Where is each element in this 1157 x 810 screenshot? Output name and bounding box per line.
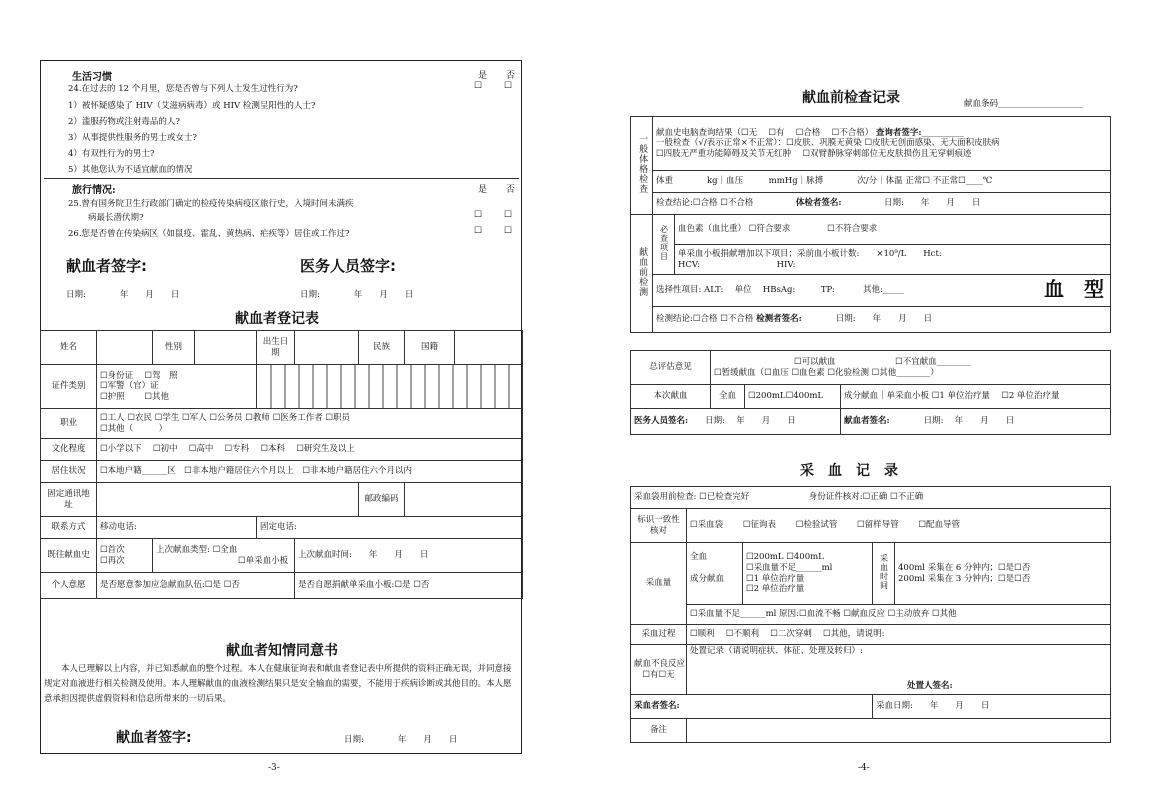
collector-signature[interactable]: 采血者签名:	[631, 695, 873, 719]
repeat-donation-checkbox[interactable]	[100, 556, 108, 566]
postcode-field[interactable]	[405, 483, 523, 517]
volume-types: 全血 成分献血	[687, 543, 743, 605]
mobile-field[interactable]: 移动电话:	[97, 517, 257, 539]
hemoglobin-row: 血色素（血比重） ☐ 符合要求 ☐ 不符合要求	[675, 215, 1111, 245]
history-label: 既往献血史	[41, 539, 97, 573]
collection-time-label: 采血时间	[873, 543, 895, 605]
passport-checkbox[interactable]	[100, 392, 108, 402]
occupation-label: 职业	[41, 409, 97, 439]
travel-no-header: 否	[506, 185, 516, 195]
collection-time-options: 400ml 采集在 6 分钟内；☐ 是☐ 否 200ml 采集在 3 分钟内；☐ 是☐ 否	[895, 543, 1111, 605]
id-card-checkbox[interactable]	[100, 371, 108, 381]
platelet-count-row: 单采血小板捐献增加以下项目；采前血小板计数: ×10⁹/L Hct: HCV: HIV:	[675, 245, 1111, 275]
label-check-options: ☐ 采血袋 ☐ 征询表 ☐ 检验试管 ☐ 留样导管 ☐ 配血导管	[687, 509, 1111, 543]
bag-prep-row: 采血袋用前检查: ☐ 已检查完好 身份证件核对:☐ 正确 ☐ 不正确	[631, 487, 1111, 509]
lifestyle-no-header: 否	[506, 71, 516, 81]
consent-text: 本人已理解以上内容，并已知悉献血的整个过程。本人在健康征询表和献血者登记表中所提供的资料正确无误，并同意接规定对血液进行相关检测及使用。本人理解献血的血液检测结果只是安全输血的需要，不能用于疾病诊断或其他目的。本人愿意承担因提供虚假资料和信息所带来的一切后果。	[44, 664, 512, 704]
lifestyle-item: 3）从事提供性服务的男士或女士?	[68, 133, 197, 143]
landline-field[interactable]: 固定电话:	[257, 517, 523, 539]
consent-date: 日期: 年 月 日	[344, 735, 458, 745]
pre-exam-table	[630, 116, 1111, 333]
license-checkbox[interactable]	[144, 371, 152, 381]
donation-component-options: 成分献血｜单采血小板 ☐ 1 单位治疗量 ☐ 2 单位治疗量	[841, 385, 1111, 409]
vitals-row: 体重 kg｜血压 mmHg｜脉搏 次/分｜体温 正常☐ 不正常☐ ____℃	[653, 171, 1111, 193]
handler-signature-label: 处置人签名:	[907, 681, 953, 692]
ethnicity-label: 民族	[359, 331, 405, 365]
optional-items-row: 选择性项目: ALT: 单位 HBsAg: TP: 其他:_____ 血 型	[653, 275, 1111, 307]
collection-date[interactable]: 采血日期: 年 月 日	[873, 695, 1111, 719]
assessment-table	[630, 350, 1111, 435]
lifestyle-item: 5）其他您认为不适宜献血的情况	[68, 165, 193, 175]
donation-label: 本次献血	[631, 385, 711, 409]
donor-sign-date: 日期: 年 月 日	[66, 290, 180, 300]
right-page-number: -4-	[858, 763, 870, 773]
lifestyle-item: 1）被怀疑感染了 HIV（艾滋病病毒）或 HIV 检测呈阳性的人士?	[68, 101, 316, 111]
collection-title: 采 血 记 录	[800, 463, 898, 479]
name-field[interactable]	[97, 331, 153, 365]
left-page-number: -3-	[268, 763, 280, 773]
volume-options: ☐ 200mL ☐ 400mL ☐ 采血量不足______ml ☐ 1 单位治疗量 ☐ 2 单位治疗量	[743, 543, 873, 605]
handling-record[interactable]: 处置记录（请说明症状、体征、处理及转归）: 处置人签名:	[687, 645, 1111, 695]
last-donation-type: 上次献血类型: ☐ 全血 ☐ 单采血小板	[153, 539, 295, 573]
question-25-cont: 病最长潜伏期?	[88, 213, 144, 223]
address-label: 固定通讯地址	[41, 483, 97, 517]
wish-label: 个人意愿	[41, 573, 97, 599]
general-exam-block: 献血史电脑查询结果（☐ 无 ☐ 有 ☐ 合格 ☐ 不合格） 查询者签字:__________ 一般检查（√/表示正常×不正常）：☐ 皮肤、巩膜无黄染 ☐ 皮肤无创面感染、无大面积皮肤病 ☐ 四肢无严重功能障碍及关节无红肿 ☐ 双臂静脉穿刺部位无皮肤损伤且无穿刺痕迹	[653, 117, 1111, 171]
lifestyle-items	[68, 98, 315, 178]
native-field[interactable]	[455, 331, 523, 365]
first-donation-checkbox[interactable]	[100, 545, 108, 555]
emergency-team-question: 是否愿意参加应急献血队伍:☐ 是 ☐ 否	[97, 573, 295, 599]
donor-signature-row: 献血者签名: 日期: 年 月 日	[841, 409, 1111, 435]
overall-options: ☐ 可以献血 ☐ 不宜献血________ ☐ 暂缓献血（☐ 血压 ☐ 血色素 ☐ 化验检测 ☐ 其他________）	[711, 351, 1111, 385]
travel-heading: 旅行情况:	[72, 185, 116, 196]
travel-yes-header: 是	[478, 185, 488, 195]
id-number-field[interactable]	[257, 365, 523, 409]
remark-label: 备注	[631, 719, 687, 743]
education-options: ☐ 小学以下 ☐ 初中 ☐ 高中 ☐ 专科 ☐ 本科 ☐ 研究生及以上	[97, 439, 523, 461]
general-exam-side-label: 一般体格检查	[631, 117, 653, 215]
volume-label: 采血量	[631, 543, 687, 625]
register-table	[40, 330, 523, 599]
birth-field[interactable]	[295, 331, 359, 365]
consent-title: 献血者知情同意书	[226, 643, 338, 659]
occupation-options: ☐ 工人 ☐ 农民 ☐ 学生 ☐ 军人 ☐ 公务员 ☐ 教师 ☐ 医务工作者 ☐ 职员 ☐ 其他（ ）	[97, 409, 523, 439]
contact-label: 联系方式	[41, 517, 97, 539]
q25-yes-checkbox[interactable]	[474, 210, 482, 220]
gender-field[interactable]	[195, 331, 257, 365]
gender-label: 性别	[153, 331, 195, 365]
process-label: 采血过程	[631, 625, 687, 645]
required-items-label: 必查项目	[653, 215, 675, 275]
insufficient-reason-row: ☐ 采血量不足______ml 原因:☐ 血流不畅 ☐ 献血反应 ☐ 主动放弃 ☐ 其他	[687, 605, 1111, 625]
blood-type-label: 血 型	[1044, 277, 1104, 301]
donation-volume-options: ☐ 200mL☐ 400mL	[745, 385, 841, 409]
overall-label: 总评估意见	[631, 351, 711, 385]
platelet-donation-question: 是否自愿捐献单采血小板:☐ 是 ☐ 否	[295, 573, 523, 599]
pretest-side-label: 献血前检测	[631, 215, 653, 333]
id-type-options: ☐ 身份证 ☐ 驾 照 ☐ 军警（官）证 ☐ 护照 ☐ 其他	[97, 365, 257, 409]
donation-whole: 全血	[711, 385, 745, 409]
process-options: ☐ 顺利 ☐ 不顺利 ☐ 二次穿刺 ☐ 其他，请说明:	[687, 625, 1111, 645]
lifestyle-item: 2）滥服药物或注射毒品的人?	[68, 117, 180, 127]
general-conclusion-row: 检查结论:☐ 合格 ☐ 不合格 体检者签名: 日期: 年 月 日	[653, 193, 1111, 215]
lifestyle-yes-header: 是	[478, 71, 488, 81]
postcode-label: 邮政编码	[359, 483, 405, 517]
lifestyle-section	[44, 64, 519, 179]
history-first-again: ☐ 首次 ☐ 再次	[97, 539, 153, 573]
military-checkbox[interactable]	[100, 381, 108, 391]
question-26: 26.您是否曾在传染病区（如鼠疫、霍乱、黄热病、疟疾等）居住或工作过?	[68, 229, 350, 239]
medical-sign-date: 日期: 年 月 日	[300, 290, 414, 300]
q26-no-checkbox[interactable]	[504, 226, 512, 236]
pretest-conclusion-row: 检测结论:☐ 合格 ☐ 不合格 检测者签名: 日期: 年 月 日	[653, 307, 1111, 333]
register-title: 献血者登记表	[235, 311, 319, 327]
remark-field[interactable]	[687, 719, 1111, 743]
travel-section	[44, 178, 519, 244]
donor-signature-label: 献血者签字:	[66, 257, 147, 275]
label-check-label: 标识一致性核对	[631, 509, 687, 543]
address-field[interactable]	[97, 483, 359, 517]
native-label: 国籍	[405, 331, 455, 365]
other-id-checkbox[interactable]	[144, 392, 152, 402]
medical-staff-signature-row: 医务人员签名: 日期: 年 月 日	[631, 409, 841, 435]
education-label: 文化程度	[41, 439, 97, 461]
barcode-field[interactable]: 献血条码____________________	[964, 99, 1084, 109]
residence-label: 居住状况	[41, 461, 97, 483]
question-24: 24.在过去的 12 个月里，您是否曾与下列人士发生过性行为?	[68, 84, 298, 94]
consent-donor-signature: 献血者签字:	[116, 730, 192, 746]
q24-no-checkbox[interactable]	[504, 81, 512, 91]
residence-options: ☐ 本地户籍______区 ☐ 非本地户籍居住六个月以上 ☐ 非本地户籍居住六个月以内	[97, 461, 523, 483]
medical-signature-label: 医务人员签字:	[300, 257, 396, 275]
q25-no-checkbox[interactable]	[504, 210, 512, 220]
lifestyle-item: 4）有双性行为的男士?	[68, 149, 155, 159]
q24-yes-checkbox[interactable]	[474, 81, 482, 91]
question-25: 25.曾有国务院卫生行政部门确定的检疫传染病疫区旅行史，入境时间未满疾	[68, 199, 354, 209]
birth-label: 出生日期	[257, 331, 295, 365]
lifestyle-heading: 生活习惯	[72, 72, 112, 83]
pre-exam-title: 献血前检查记录	[802, 90, 900, 106]
adverse-label: 献血不良反应 ☐ 有☐ 无	[631, 645, 687, 695]
id-type-label: 证件类别	[41, 365, 97, 409]
q26-yes-checkbox[interactable]	[474, 226, 482, 236]
last-donation-time[interactable]: 上次献血时间: 年 月 日	[295, 539, 523, 573]
collection-table	[630, 486, 1111, 743]
name-label: 姓名	[41, 331, 97, 365]
